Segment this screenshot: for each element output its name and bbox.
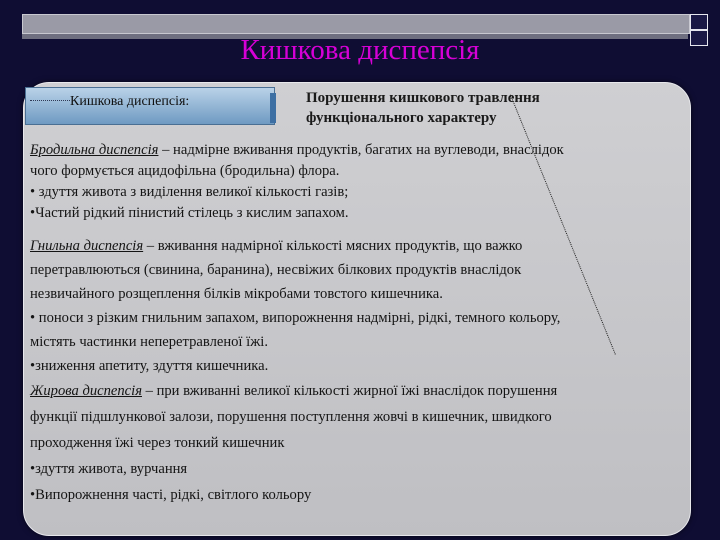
- section-line: Гнильна диспепсія – вживання надмірної кількості мясних продуктів, що важко: [30, 238, 523, 254]
- slide-title: Кишкова диспепсія: [240, 34, 480, 66]
- section-line: •зниження апетиту, здуття кишечника.: [30, 358, 269, 374]
- section-term: Гнильна диспепсія: [30, 238, 144, 254]
- section-line: чого формується ацидофільна (бродильна) флора.: [30, 163, 340, 179]
- section-line: • здуття живота з виділення великої кількості газів;: [30, 184, 349, 200]
- section-tab: Кишкова диспепсія:: [25, 87, 275, 125]
- section-term: Жирова диспепсія: [30, 383, 142, 399]
- tab-dotted-line: [30, 100, 70, 101]
- section-line: Бродильна диспепсія – надмірне вживання продуктів, багатих на вуглеводи, внаслідок: [30, 142, 564, 158]
- corner-square-icon: [690, 14, 708, 30]
- section-line: Жирова диспепсія – при вживанні великої кількості жирної їжі внаслідок порушення: [30, 383, 558, 399]
- section-line: функції підшлункової залози, порушення поступлення жовчі в кишечник, швидкого: [30, 409, 552, 425]
- section-line: проходження їжі через тонкий кишечник: [30, 435, 285, 451]
- title-bar: [22, 14, 690, 34]
- section-term: Бродильна диспепсія: [30, 142, 159, 158]
- section-line: • поноси з різким гнильним запахом, випорожнення надмірні, рідкі, темного кольору,: [30, 310, 561, 326]
- section-line: •Частий рідкий пінистий стілець з кислим запахом.: [30, 205, 349, 221]
- section-line: перетравлюються (свинина, баранина), несвіжих білкових продуктів внаслідок: [30, 262, 522, 278]
- section-line: •здуття живота, вурчання: [30, 461, 188, 477]
- body-text: [30, 140, 680, 508]
- section-line: •Випорожнення часті, рідкі, світлого кольору: [30, 487, 312, 503]
- tab-edge-marker: [270, 93, 276, 123]
- section-line: незвичайного розщеплення білків мікробами товстого кишечника.: [30, 286, 443, 302]
- section-line: містять частинки неперетравленої їжі.: [30, 334, 268, 350]
- slide-subtitle: Порушення кишкового травлення функціонального характеру: [306, 90, 540, 126]
